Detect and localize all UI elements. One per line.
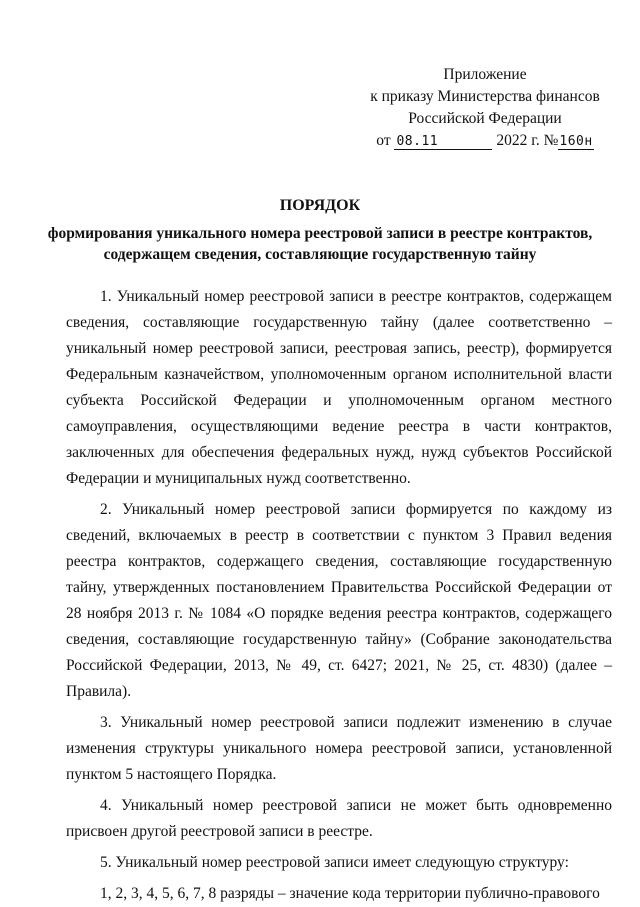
appendix-order-reference: к приказу Министерства финансов [370,88,600,105]
document-body [66,284,612,907]
document-subtitle: формирования уникального номера реестровой записи в реестре контрактов, содержащем сведения, составляющие государственную тайну [47,225,593,263]
paragraph-3: 3. Уникальный номер реестровой записи подлежит изменению в случае изменения структуры уникального номера реестровой записи, установленной пунктом 5 настоящего Порядка. [66,714,612,783]
paragraph-5: 5. Уникальный номер реестровой записи имеет следующую структуру: [100,854,569,871]
order-number-field: 160н [559,134,593,149]
paragraph-2: 2. Уникальный номер реестровой записи формируется по каждому из сведений, включаемых в реестр в соответствии с пунктом 3 Правил ведения реестра контрактов, содержащего сведения, составляющие государственную тайну, утвержденных постановлением Правительства Российской Федерации от 28 ноября 2013 г. № 1084 «О порядке ведения реестра контрактов, содержащего сведения, составляющие государственную тайну» (Собрание законодательства Российской Федерации, 2013, № 49, ст. 6427; 2021, № 25, ст. 4830) (далее – Правила). [66,501,612,700]
paragraph-4: 4. Уникальный номер реестровой записи не может быть одновременно присвоен другой реестровой записи в реестре. [66,797,612,840]
date-prefix: от [376,132,391,149]
appendix-title: Приложение [443,66,527,83]
appendix-block [360,64,610,153]
order-year-label: 2022 г. № [496,132,559,149]
paragraph-6: 1, 2, 3, 4, 5, 6, 7, 8 разряды – значение кода территории публично-правового [100,885,600,902]
document-heading: ПОРЯДОК [279,197,361,214]
appendix-federation: Российской Федерации [408,110,562,127]
order-date-field: 08.11 [394,134,492,150]
paragraph-1: 1. Уникальный номер реестровой записи в реестре контрактов, содержащем сведения, составляющие государственную тайну (далее соответственно – уникальный номер реестровой записи, реестровая запись, реестр), формируется Федеральным казначейством, уполномоченным органом исполнительной власти субъекта Российской Федерации и уполномоченным органом местного самоуправления, осуществляющими ведение реестра в части контрактов, заключенных для обеспечения федеральных нужд, нужд субъектов Российской Федерации и муниципальных нужд соответственно. [66,288,612,487]
document-title-block [40,195,600,265]
order-date-line [360,130,610,153]
